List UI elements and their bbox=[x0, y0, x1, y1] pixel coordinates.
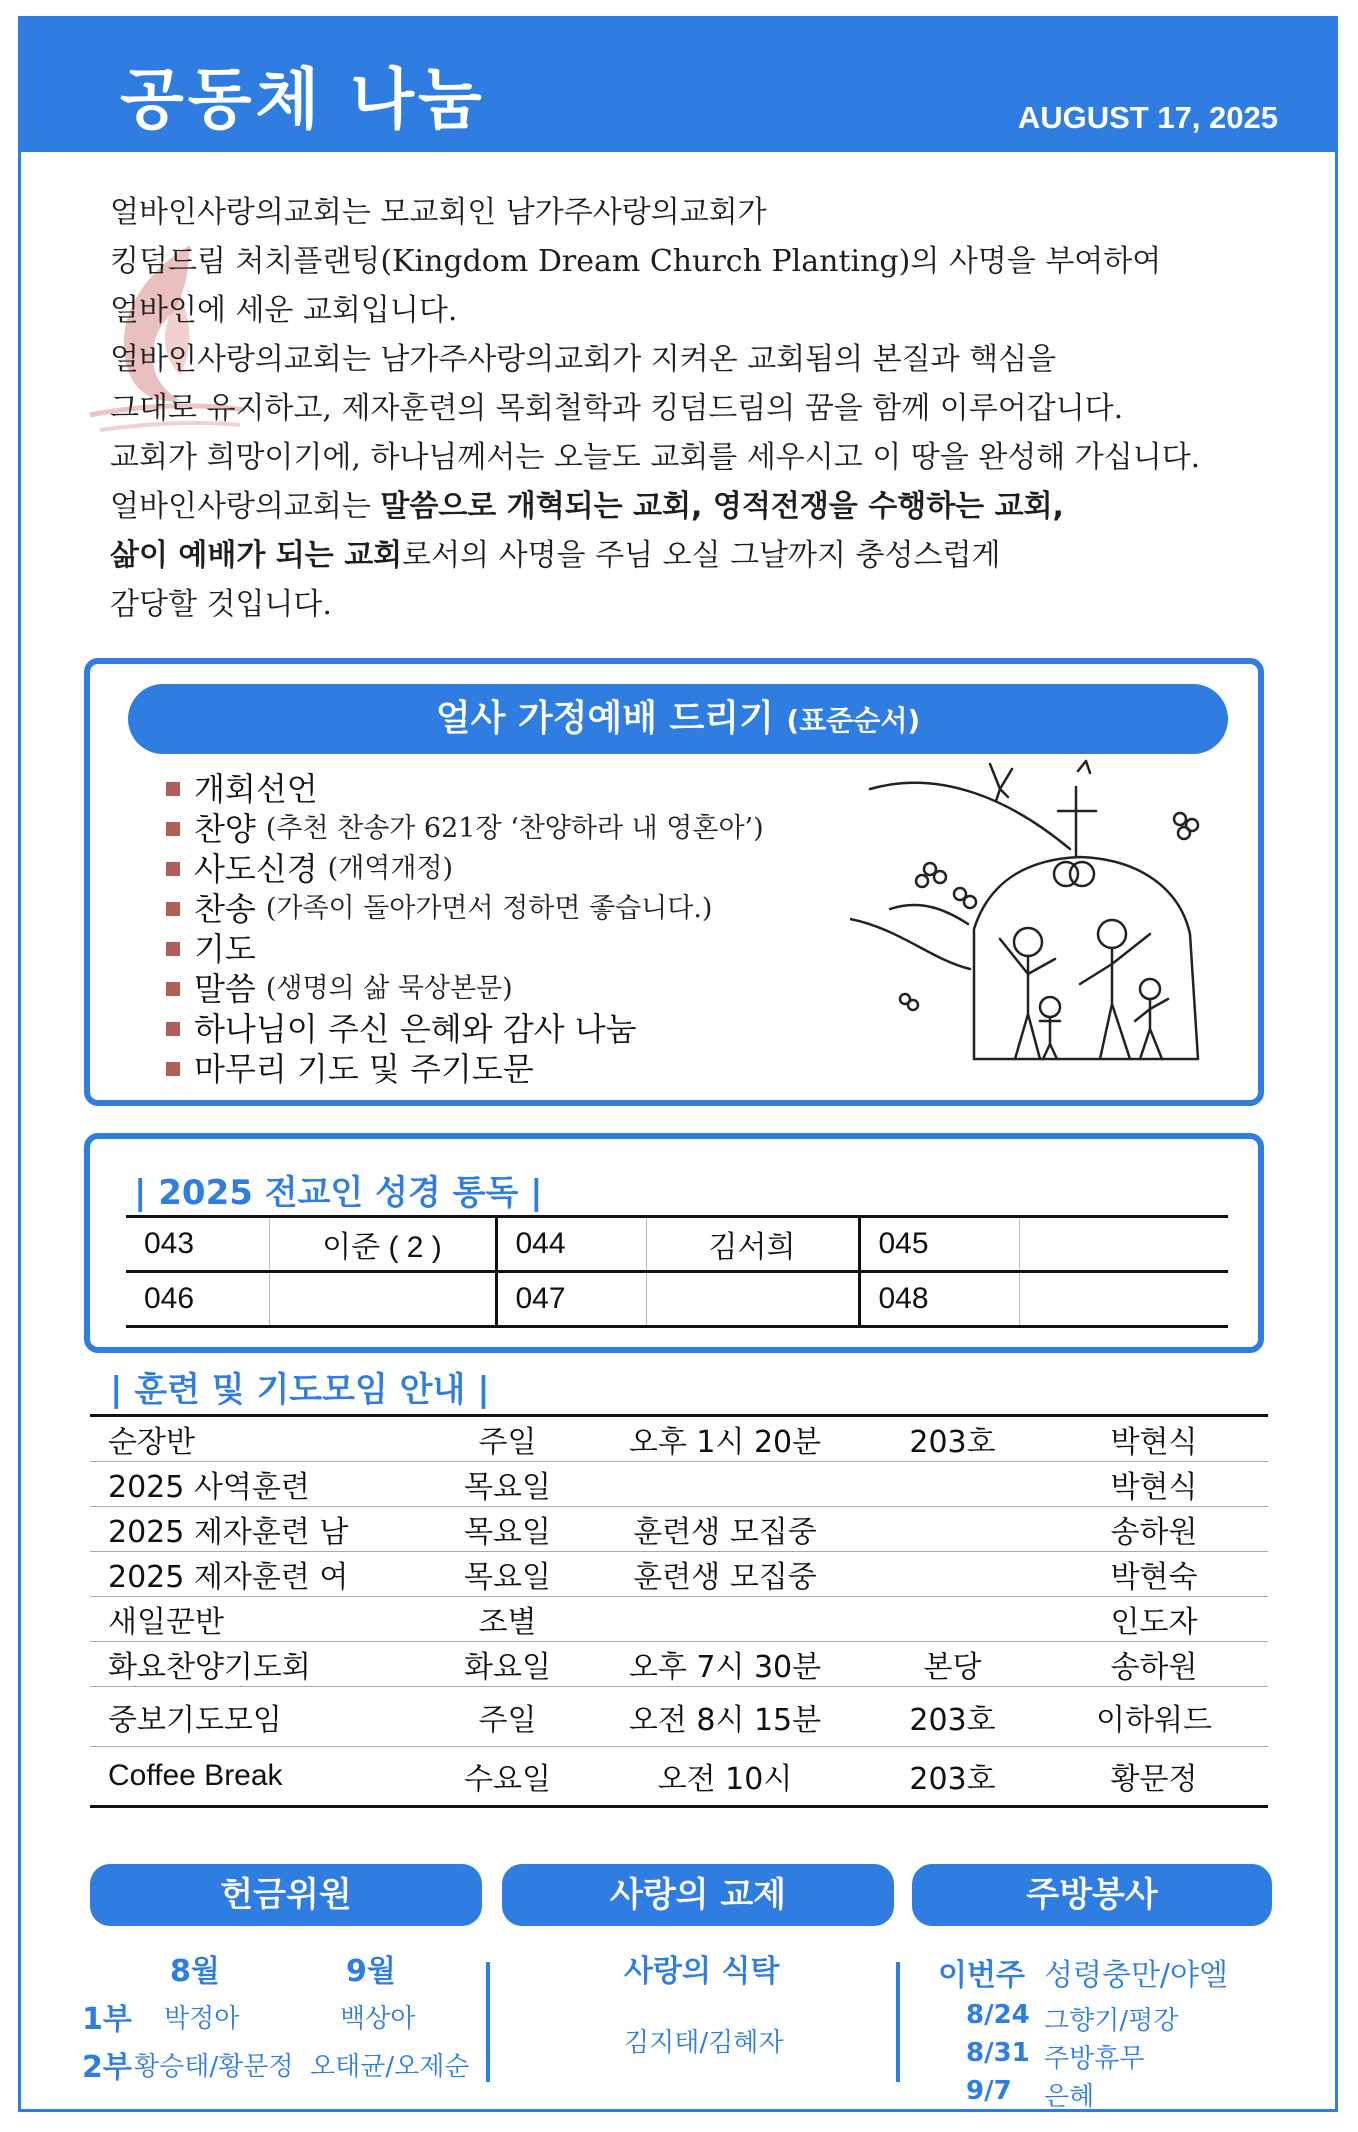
meeting-place: 본당 bbox=[865, 1642, 1040, 1687]
list-item bbox=[166, 809, 886, 849]
offering-month-august: 8월 bbox=[170, 1954, 220, 1989]
order-label: 찬양 bbox=[194, 810, 256, 848]
training-title: | 훈련 및 기도모임 안내 | bbox=[110, 1370, 490, 1410]
table-row bbox=[90, 1747, 1268, 1807]
offering-month-september: 9월 bbox=[346, 1954, 396, 1989]
meeting-leader: 이하워드 bbox=[1040, 1687, 1268, 1747]
meeting-place bbox=[865, 1462, 1040, 1507]
meeting-day: 수요일 bbox=[430, 1747, 585, 1807]
bulletin-date: AUGUST 17, 2025 bbox=[1017, 100, 1278, 135]
kitchen-this-week-value: 성령충만/야엘 bbox=[1044, 1958, 1228, 1993]
order-note: (가족이 돌아가면서 정하면 좋습니다.) bbox=[265, 893, 713, 924]
square-bullet-icon bbox=[166, 782, 180, 796]
meeting-day: 목요일 bbox=[430, 1507, 585, 1552]
square-bullet-icon bbox=[166, 902, 180, 916]
offering-s1-september: 백상아 bbox=[340, 2004, 416, 2034]
offering-committee-title: 헌금위원 bbox=[90, 1864, 482, 1926]
table-cell: 045 bbox=[859, 1217, 1019, 1272]
kitchen-team: 은혜 bbox=[1044, 2082, 1095, 2112]
intro-line: 킹덤드림 처치플랜팅(Kingdom Dream Church Planting)의 사명을 부여하여 bbox=[110, 244, 1162, 279]
table-cell: 048 bbox=[859, 1272, 1019, 1327]
fellowship-names: 김지태/김혜자 bbox=[624, 2028, 784, 2058]
kitchen-service-title: 주방봉사 bbox=[912, 1864, 1272, 1926]
list-item bbox=[166, 769, 886, 809]
table-row bbox=[90, 1597, 1268, 1642]
intro-text: 얼바인사랑의교회는 bbox=[110, 489, 381, 524]
meeting-place: 203호 bbox=[865, 1416, 1040, 1462]
offering-s2-september: 오태균/오제순 bbox=[310, 2052, 470, 2082]
training-table bbox=[90, 1414, 1268, 1808]
offering-service-1: 1부 bbox=[82, 2002, 132, 2037]
meeting-name: Coffee Break bbox=[90, 1747, 430, 1807]
table-cell bbox=[269, 1272, 496, 1327]
kitchen-date: 8/24 bbox=[966, 2000, 1030, 2030]
kitchen-team: 그향기/평강 bbox=[1044, 2006, 1179, 2036]
intro-line: 감당할 것입니다. bbox=[110, 587, 332, 622]
order-label: 하나님이 주신 은혜와 감사 나눔 bbox=[194, 1010, 637, 1048]
divider bbox=[486, 1962, 490, 2082]
header-banner bbox=[18, 16, 1338, 152]
table-row bbox=[90, 1642, 1268, 1687]
meeting-name: 2025 사역훈련 bbox=[90, 1462, 430, 1507]
meeting-place: 203호 bbox=[865, 1747, 1040, 1807]
list-item bbox=[166, 929, 886, 969]
meeting-time: 훈련생 모집중 bbox=[585, 1552, 865, 1597]
meeting-leader: 박현숙 bbox=[1040, 1552, 1268, 1597]
intro-line: 교회가 희망이기에, 하나님께서는 오늘도 교회를 세우시고 이 땅을 완성해 가십니다. bbox=[110, 440, 1201, 475]
offering-s1-august: 박정아 bbox=[164, 2004, 240, 2034]
intro-line bbox=[110, 482, 1310, 531]
family-church-illustration bbox=[850, 759, 1270, 1099]
table-cell bbox=[646, 1272, 859, 1327]
meeting-leader: 박현식 bbox=[1040, 1416, 1268, 1462]
meeting-place: 203호 bbox=[865, 1687, 1040, 1747]
meeting-time: 오후 7시 30분 bbox=[585, 1642, 865, 1687]
order-label: 개회선언 bbox=[194, 770, 318, 808]
table-row bbox=[90, 1552, 1268, 1597]
table-cell: 044 bbox=[496, 1217, 646, 1272]
table-cell: 046 bbox=[126, 1272, 269, 1327]
family-worship-title bbox=[128, 684, 1228, 754]
meeting-time: 오전 10시 bbox=[585, 1747, 865, 1807]
list-item bbox=[166, 889, 886, 929]
square-bullet-icon bbox=[166, 1062, 180, 1076]
fellowship-subtitle: 사랑의 식탁 bbox=[624, 1954, 780, 1989]
meeting-time bbox=[585, 1462, 865, 1507]
meeting-time bbox=[585, 1597, 865, 1642]
meeting-name: 순장반 bbox=[90, 1416, 430, 1462]
meeting-leader: 박현식 bbox=[1040, 1462, 1268, 1507]
worship-order-list bbox=[166, 769, 886, 1089]
list-item bbox=[166, 1049, 886, 1089]
divider bbox=[896, 1962, 900, 2082]
fellowship-title: 사랑의 교제 bbox=[502, 1864, 894, 1926]
kitchen-this-week-label: 이번주 bbox=[938, 1958, 1025, 1993]
table-row bbox=[126, 1217, 1228, 1272]
order-label: 사도신경 bbox=[194, 850, 318, 888]
intro-line bbox=[110, 531, 1310, 580]
meeting-day: 조별 bbox=[430, 1597, 585, 1642]
meeting-leader: 송하원 bbox=[1040, 1507, 1268, 1552]
list-item bbox=[166, 969, 886, 1009]
meeting-name: 2025 제자훈련 남 bbox=[90, 1507, 430, 1552]
table-cell bbox=[1019, 1217, 1228, 1272]
table-cell: 김서희 bbox=[646, 1217, 859, 1272]
intro-line: 얼바인사랑의교회는 모교회인 남가주사랑의교회가 bbox=[110, 195, 767, 230]
order-label: 마무리 기도 및 주기도문 bbox=[194, 1050, 534, 1088]
meeting-time: 훈련생 모집중 bbox=[585, 1507, 865, 1552]
square-bullet-icon bbox=[166, 942, 180, 956]
table-cell bbox=[1019, 1272, 1228, 1327]
intro-text: 로서의 사명을 주님 오실 그날까지 충성스럽게 bbox=[402, 538, 1001, 573]
table-row bbox=[90, 1462, 1268, 1507]
meeting-name: 중보기도모임 bbox=[90, 1687, 430, 1747]
intro-emphasis: 삶이 예배가 되는 교회 bbox=[110, 538, 403, 573]
order-label: 기도 bbox=[194, 930, 256, 968]
table-row bbox=[90, 1687, 1268, 1747]
list-item bbox=[166, 849, 886, 889]
intro-emphasis: 말씀으로 개혁되는 교회, 영적전쟁을 수행하는 교회, bbox=[380, 489, 1064, 524]
table-row bbox=[90, 1416, 1268, 1462]
meeting-day: 주일 bbox=[430, 1416, 585, 1462]
intro-paragraph bbox=[110, 188, 1310, 629]
meeting-day: 목요일 bbox=[430, 1552, 585, 1597]
table-cell: 047 bbox=[496, 1272, 646, 1327]
order-label: 말씀 bbox=[194, 970, 256, 1008]
order-note: (추천 찬송가 621장 ‘찬양하라 내 영혼아’) bbox=[265, 813, 764, 844]
kitchen-team: 주방휴무 bbox=[1044, 2044, 1145, 2074]
bible-reading-box bbox=[84, 1133, 1264, 1353]
intro-line: 얼바인에 세운 교회입니다. bbox=[110, 293, 458, 328]
bible-reading-table bbox=[126, 1215, 1228, 1328]
meeting-name: 2025 제자훈련 여 bbox=[90, 1552, 430, 1597]
page-title: 공동체 나눔 bbox=[120, 61, 486, 138]
meeting-place bbox=[865, 1552, 1040, 1597]
intro-line: 그대로 유지하고, 제자훈련의 목회철학과 킹덤드림의 꿈을 함께 이루어갑니다. bbox=[110, 391, 1124, 426]
meeting-place bbox=[865, 1507, 1040, 1552]
square-bullet-icon bbox=[166, 862, 180, 876]
meeting-leader: 인도자 bbox=[1040, 1597, 1268, 1642]
meeting-time: 오전 8시 15분 bbox=[585, 1687, 865, 1747]
kitchen-date: 8/31 bbox=[966, 2038, 1030, 2068]
table-cell: 043 bbox=[126, 1217, 269, 1272]
table-row bbox=[90, 1507, 1268, 1552]
meeting-day: 화요일 bbox=[430, 1642, 585, 1687]
square-bullet-icon bbox=[166, 982, 180, 996]
order-note: (생명의 삶 묵상본문) bbox=[265, 973, 513, 1004]
order-note: (개역개정) bbox=[327, 853, 454, 884]
order-label: 찬송 bbox=[194, 890, 256, 928]
intro-line: 얼바인사랑의교회는 남가주사랑의교회가 지켜온 교회됨의 본질과 핵심을 bbox=[110, 342, 1057, 377]
worship-title-note: (표준순서) bbox=[786, 704, 921, 737]
kitchen-date: 9/7 bbox=[966, 2076, 1012, 2106]
list-item bbox=[166, 1009, 886, 1049]
table-row bbox=[126, 1272, 1228, 1327]
meeting-name: 새일꾼반 bbox=[90, 1597, 430, 1642]
family-worship-box bbox=[84, 658, 1264, 1106]
square-bullet-icon bbox=[166, 822, 180, 836]
offering-s2-august: 황승태/황문정 bbox=[134, 2052, 294, 2082]
meeting-name: 화요찬양기도회 bbox=[90, 1642, 430, 1687]
meeting-place bbox=[865, 1597, 1040, 1642]
square-bullet-icon bbox=[166, 1022, 180, 1036]
bible-reading-title: | 2025 전교인 성경 통독 | bbox=[134, 1173, 543, 1213]
meeting-leader: 황문정 bbox=[1040, 1747, 1268, 1807]
worship-title-text: 얼사 가정예배 드리기 bbox=[435, 698, 774, 739]
meeting-time: 오후 1시 20분 bbox=[585, 1416, 865, 1462]
meeting-leader: 송하원 bbox=[1040, 1642, 1268, 1687]
offering-service-2: 2부 bbox=[82, 2050, 132, 2085]
meeting-day: 목요일 bbox=[430, 1462, 585, 1507]
table-cell: 이준 ( 2 ) bbox=[269, 1217, 496, 1272]
meeting-day: 주일 bbox=[430, 1687, 585, 1747]
